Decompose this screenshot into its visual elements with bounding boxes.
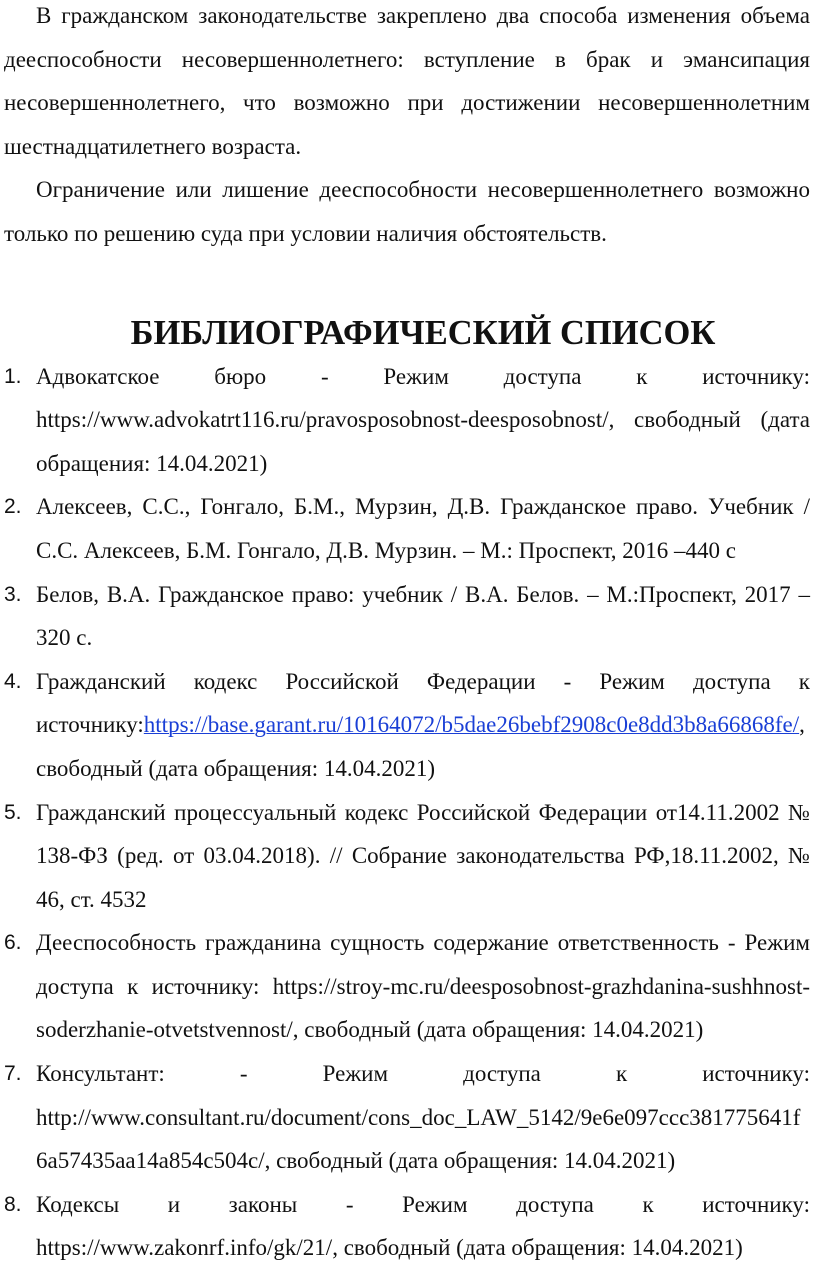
reference-item-1 <box>4 355 810 486</box>
body-paragraph-1: В гражданском законодательстве закреплено два способа изменения объема дееспособности несовершеннолетнего: вступление в брак и эмансипация несовершеннолетнего, что возможно при достижении несовершеннолетним шестнадцатилетнего возраста. <box>4 3 810 159</box>
reference-number: 1. <box>4 364 22 388</box>
reference-text: Гражданский кодекс Российской Федерации - Режим доступа к источнику: <box>36 668 810 738</box>
reference-number: 8. <box>4 1192 22 1216</box>
reference-item-8 <box>4 1183 810 1270</box>
reference-text: Гражданский процессуальный кодекс Российской Федерации от14.11.2002 № 138-ФЗ (ред. от 03.04.2018). // Собрание законодательства РФ,18.11.2002, № 46, ст. 4532 <box>36 799 810 912</box>
reference-number: 4. <box>4 669 22 693</box>
reference-text: Белов, В.А. Гражданское право: учебник / В.А. Белов. – М.:Проспект, 2017 – 320 с. <box>36 581 810 651</box>
reference-number: 3. <box>4 582 22 606</box>
reference-text: Адвокатское бюро - Режим доступа к источнику: https://www.advokatrt116.ru/pravosposobnost-deesposobnost/, свободный (дата обращения: 14.04.2021) <box>36 363 810 476</box>
reference-item-3 <box>4 573 810 660</box>
body-paragraph-2: Ограничение или лишение дееспособности несовершеннолетнего возможно только по решению суда при условии наличия обстоятельств. <box>4 177 810 246</box>
reference-text: Алексеев, С.С., Гонгало, Б.М., Мурзин, Д.В. Гражданское право. Учебник / С.С. Алексеев, Б.М. Гонгало, Д.В. Мурзин. – М.: Проспект, 2016 –440 с <box>36 494 810 563</box>
reference-text: Кодексы и законы - Режим доступа к источнику: https://www.zakonrf.info/gk/21/, свободный (дата обращения: 14.04.2021) <box>36 1191 810 1261</box>
reference-item-7 <box>4 1052 810 1183</box>
reference-text-after: , свободный (дата обращения: 14.04.2021) <box>36 712 805 781</box>
reference-item-2 <box>4 485 810 572</box>
reference-text: Дееспособность гражданина сущность содержание ответственность - Режим доступа к источнику: https://stroy-mc.ru/deesposobnost-grazhdanina-sushhnost-soderzhanie-otvetstvennost/, свободный (дата обращения: 14.04.2021) <box>36 930 810 1043</box>
reference-text: Консультант: - Режим доступа к источнику: http://www.consultant.ru/document/cons_doc_LAW_5142/9e6e097ccc381775641f6a57435aa14a854c504c/, свободный (дата обращения: 14.04.2021) <box>36 1061 810 1174</box>
reference-link[interactable]: https://base.garant.ru/10164072/b5dae26bebf2908c0e8dd3b8a66868fe/ <box>143 712 800 738</box>
reference-number: 7. <box>4 1062 22 1086</box>
reference-item-5 <box>4 791 810 922</box>
reference-item-4 <box>4 660 810 791</box>
reference-item-6 <box>4 921 810 1052</box>
reference-number: 2. <box>4 495 22 519</box>
reference-number: 5. <box>4 800 22 824</box>
reference-number: 6. <box>4 931 22 955</box>
bibliography-list <box>4 355 810 1270</box>
bibliography-heading: БИБЛИОГРАФИЧЕСКИЙ СПИСОК <box>130 313 716 352</box>
